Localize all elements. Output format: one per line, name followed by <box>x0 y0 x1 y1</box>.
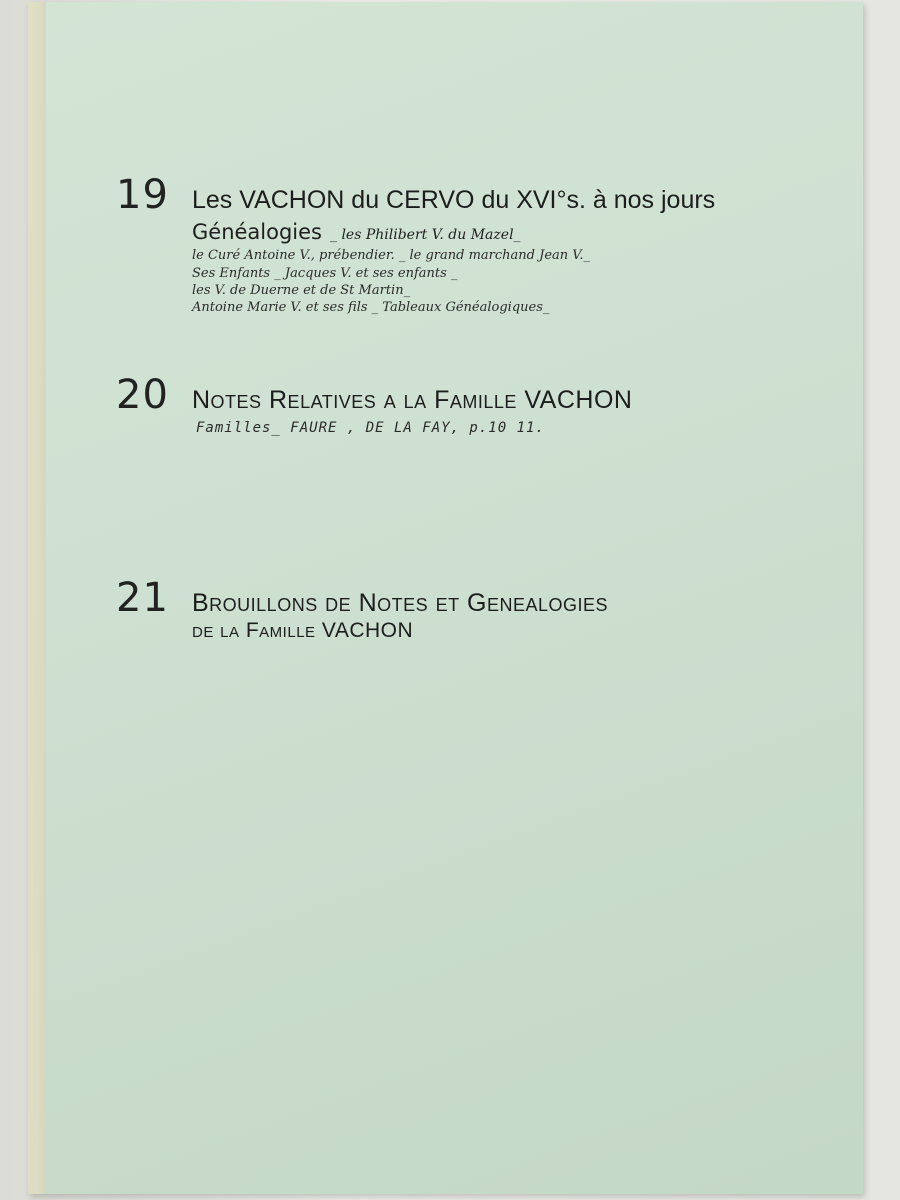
detail-line: Ses Enfants _ Jacques V. et ses enfants _ <box>192 266 458 281</box>
detail-line: les V. de Duerne et de St Martin_ <box>192 283 411 298</box>
entry-title: Notes Relatives a la Famille VACHON <box>192 386 633 414</box>
entry-title: Les VACHON du CERVO du XVI°s. à nos jours <box>192 186 716 214</box>
entry-detail: Familles_ FAURE , DE LA FAY, p.10 11. <box>196 420 545 436</box>
subtitle-main: Généalogies <box>192 220 322 244</box>
detail-line: Antoine Marie V. et ses fils _ Tableaux Généalogiques_ <box>192 300 550 315</box>
entry-number: 19 <box>116 172 169 218</box>
entry-title: Brouillons de Notes et Genealogies <box>192 589 609 617</box>
index-sheet <box>28 2 863 1194</box>
subtitle-rest: _ les Philibert V. du Mazel_ <box>330 227 521 243</box>
binding-strip <box>28 2 46 1194</box>
detail-line: le Curé Antoine V., prébendier. _ le grand marchand Jean V._ <box>192 248 591 263</box>
entry-title-line2: de la Famille VACHON <box>192 619 414 642</box>
entry-number: 21 <box>116 575 169 621</box>
entry-number: 20 <box>116 372 169 418</box>
entry-subtitle <box>192 220 521 244</box>
